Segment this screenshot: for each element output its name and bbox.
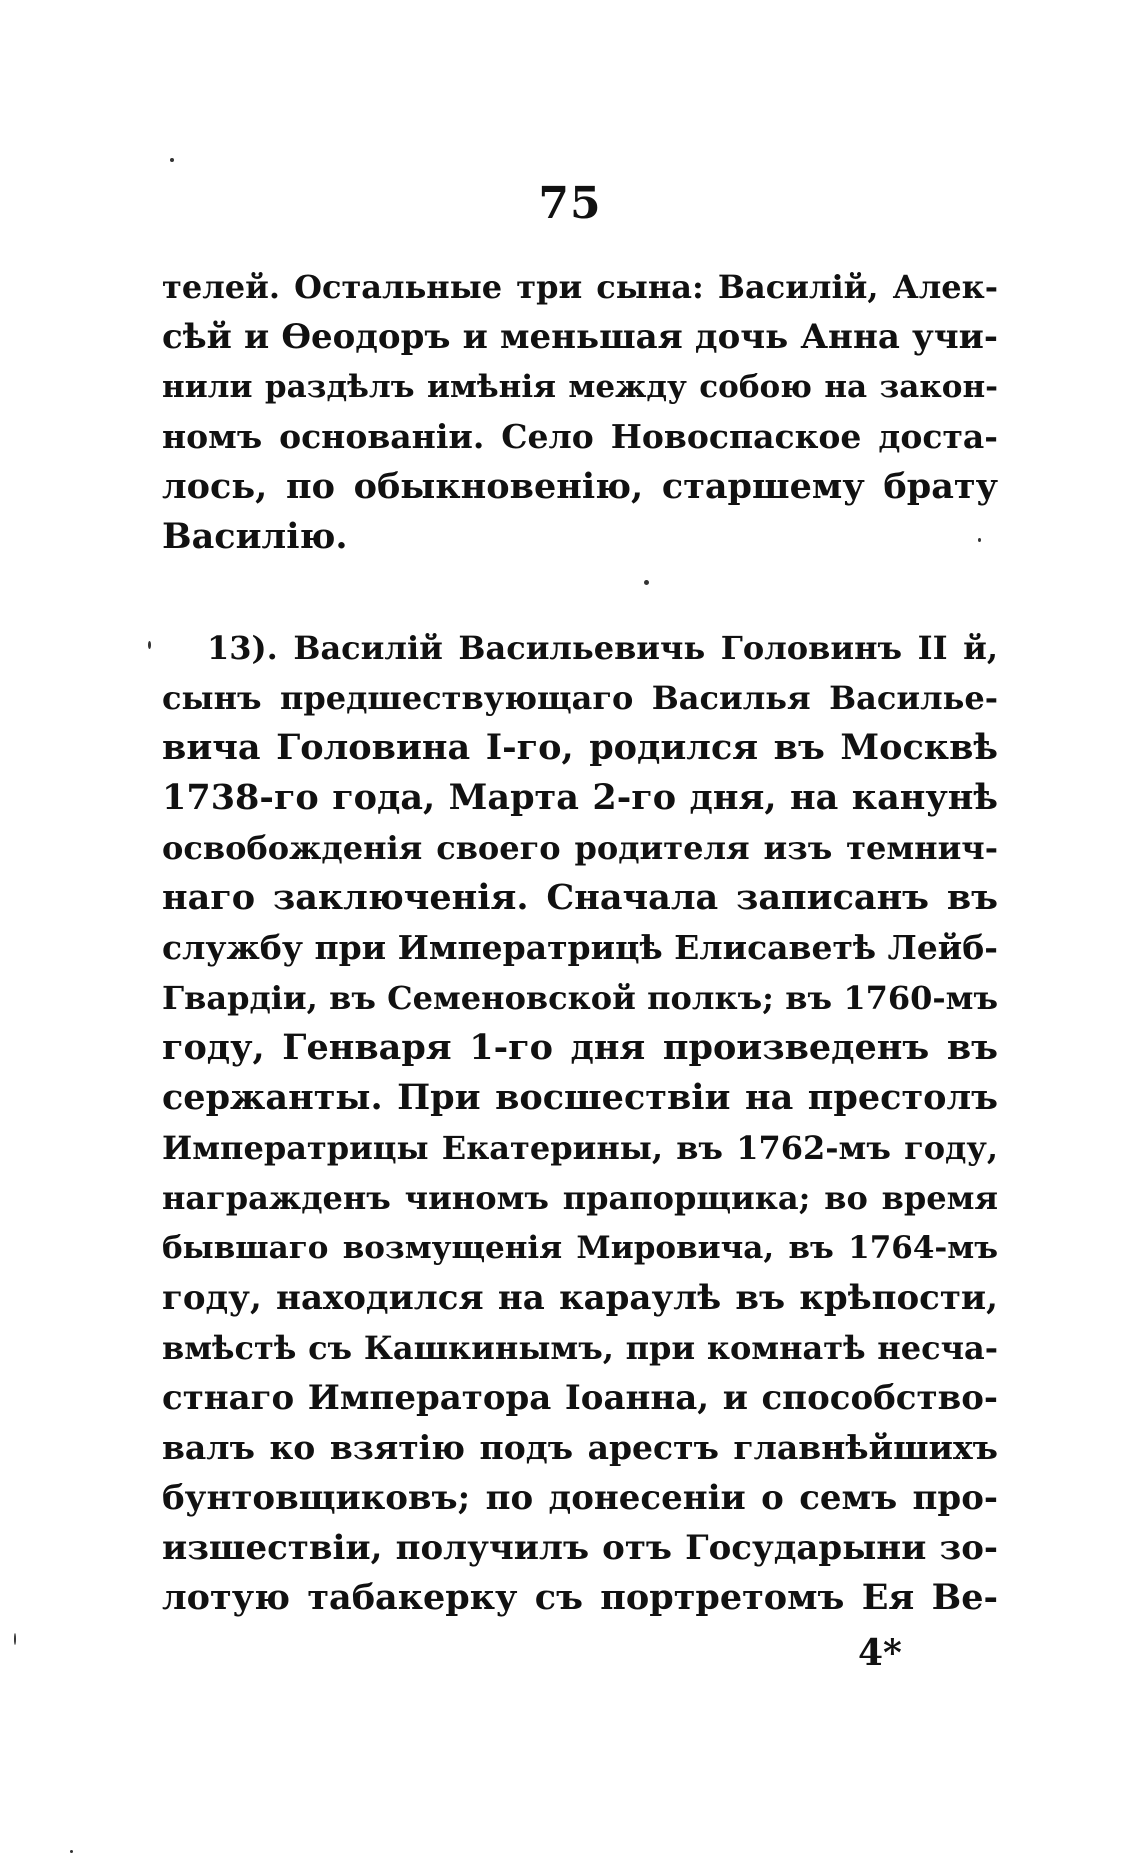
text-line: наго заключенія. Сначала записанъ въ [162, 877, 998, 918]
text-line: сынъ предшествующаго Василья Василье- [162, 679, 998, 717]
text-line: Гвардіи, въ Семеновской полкъ; въ 1760-мъ [162, 979, 998, 1017]
text-line: нили раздѣлъ имѣнія между собою на закон- [162, 369, 998, 405]
text-line: освобожденія своего родителя изъ темнич- [162, 829, 998, 867]
text-line: Василію. [162, 516, 348, 557]
scan-speck [70, 1850, 73, 1853]
scan-speck [978, 538, 981, 542]
paragraph-2 [162, 623, 998, 1623]
scan-speck [148, 641, 151, 649]
scan-speck [644, 580, 649, 585]
text-line: лотую табакерку съ портретомъ Ея Ве- [162, 1577, 998, 1618]
scan-speck [170, 158, 174, 162]
text-line: 13). Василій Васильевичь Головинъ II й, [207, 629, 998, 667]
text-line: лось, по обыкновенію, старшему брату [162, 466, 998, 507]
text-line: изшествіи, получилъ отъ Государыни зо- [162, 1528, 998, 1568]
text-line: вмѣстѣ съ Кашкинымъ, при комнатѣ несча- [162, 1329, 998, 1367]
text-line: году, Генваря 1-го дня произведенъ въ [162, 1027, 998, 1068]
paragraph-1 [162, 262, 998, 562]
text-line: Императрицы Екатерины, въ 1762-мъ году, [162, 1129, 998, 1167]
scan-speck [14, 1633, 16, 1645]
text-line: сержанты. При восшествіи на престолъ [162, 1077, 998, 1118]
text-line: бунтовщиковъ; по донесеніи о семъ про- [162, 1478, 998, 1518]
text-line: сѣй и Ѳеодоръ и меньшая дочь Анна учи- [162, 317, 998, 357]
signature-mark: 4* [858, 1632, 902, 1674]
text-line: телей. Остальные три сына: Василій, Алек- [162, 268, 998, 306]
text-line: номъ основаніи. Село Новоспаское доста- [162, 417, 998, 456]
text-line: вича Головина I-го, родился въ Москвѣ [162, 727, 998, 768]
text-line: награжденъ чиномъ прапорщика; во время [162, 1179, 998, 1217]
text-line: бывшаго возмущенія Мировича, въ 1764-мъ [162, 1230, 998, 1266]
text-line: валъ ко взятію подъ арестъ главнѣйшихъ [162, 1428, 998, 1467]
text-line: году, находился на карaулѣ въ крѣпости, [162, 1278, 998, 1318]
text-line: стнаго Императора Іоанна, и способство- [162, 1378, 998, 1418]
text-line: службу при Императрицѣ Елисаветѣ Лейб- [162, 928, 998, 967]
page-number: 75 [538, 178, 602, 229]
text-line: 1738-го года, Марта 2-го дня, на канунѣ [162, 777, 998, 818]
